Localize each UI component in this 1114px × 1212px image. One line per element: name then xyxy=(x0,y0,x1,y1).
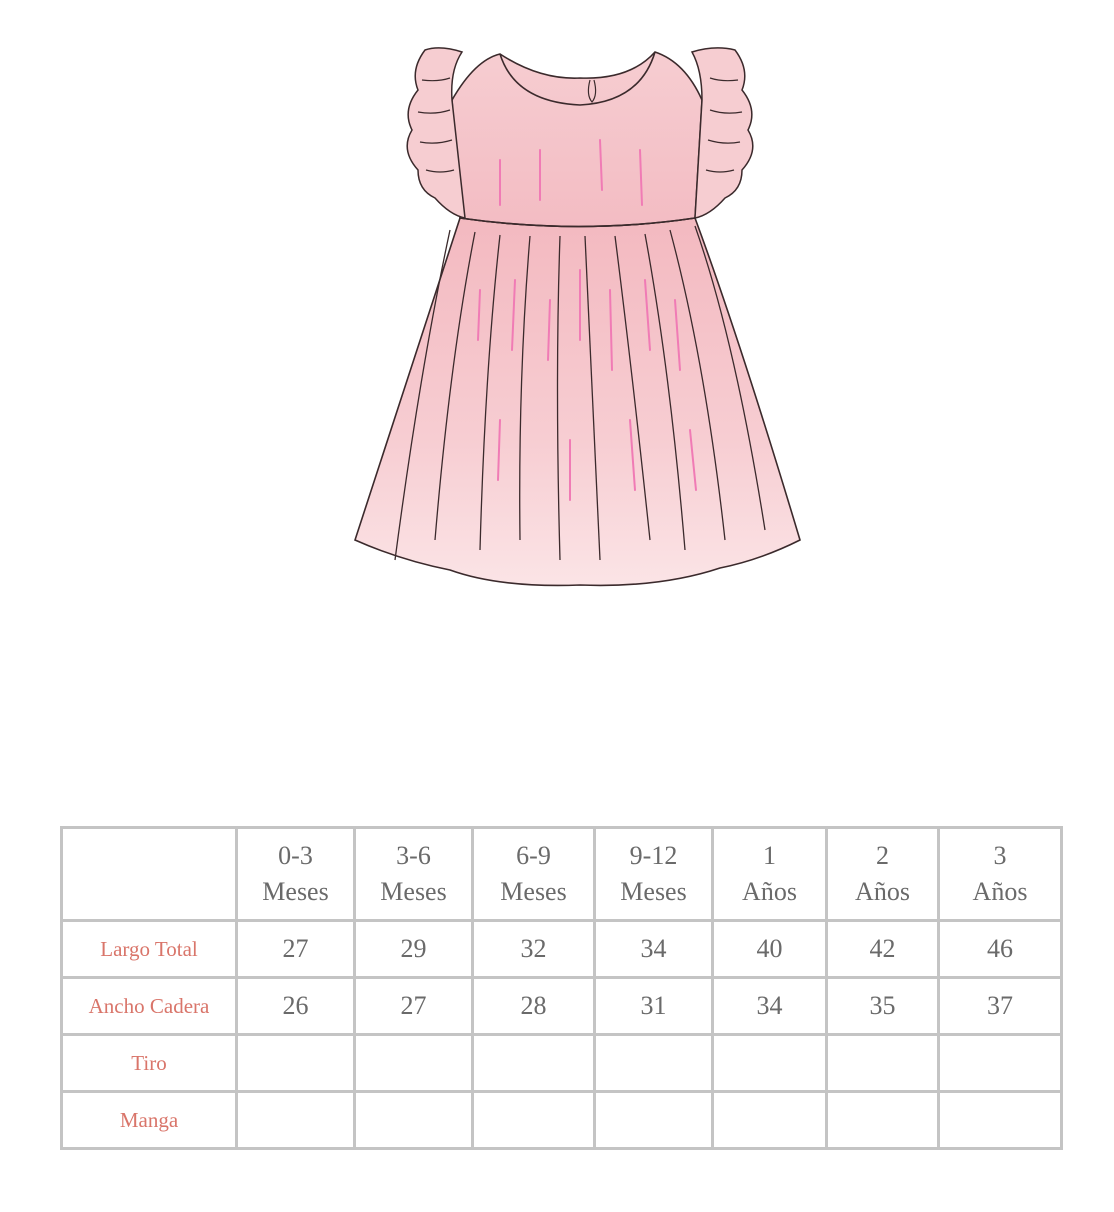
size-unit: Meses xyxy=(620,877,687,906)
size-range: 1 xyxy=(763,841,776,870)
size-column-header xyxy=(939,828,1062,921)
size-range: 2 xyxy=(876,841,889,870)
table-cell: 27 xyxy=(355,978,473,1035)
table-cell: 35 xyxy=(827,978,939,1035)
table-cell xyxy=(939,1092,1062,1149)
table-cell xyxy=(355,1092,473,1149)
size-unit: Meses xyxy=(262,877,329,906)
table-cell: 29 xyxy=(355,921,473,978)
table-cell xyxy=(473,1092,595,1149)
table-cell xyxy=(473,1035,595,1092)
table-cell xyxy=(713,1092,827,1149)
table-cell xyxy=(595,1092,713,1149)
table-row xyxy=(62,921,1062,978)
table-cell: 32 xyxy=(473,921,595,978)
row-label: Manga xyxy=(62,1092,237,1149)
size-unit: Años xyxy=(855,877,910,906)
dress-illustration xyxy=(340,40,820,620)
table-cell xyxy=(237,1092,355,1149)
table-cell: 28 xyxy=(473,978,595,1035)
table-cell: 37 xyxy=(939,978,1062,1035)
table-row xyxy=(62,1092,1062,1149)
size-unit: Años xyxy=(972,877,1028,906)
table-cell: 46 xyxy=(939,921,1062,978)
table-cell: 34 xyxy=(713,978,827,1035)
size-column-header xyxy=(473,828,595,921)
table-row xyxy=(62,1035,1062,1092)
size-unit: Meses xyxy=(380,877,447,906)
table-cell xyxy=(939,1035,1062,1092)
dress-bodice xyxy=(452,52,702,227)
size-chart-table xyxy=(60,826,1063,1150)
size-column-header xyxy=(237,828,355,921)
left-ruffle xyxy=(407,48,465,218)
size-range: 0-3 xyxy=(278,841,313,870)
size-range: 6-9 xyxy=(516,841,551,870)
table-cell xyxy=(713,1035,827,1092)
table-cell xyxy=(827,1092,939,1149)
table-row xyxy=(62,978,1062,1035)
table-cell xyxy=(237,1035,355,1092)
corner-cell xyxy=(62,828,237,921)
size-column-header xyxy=(827,828,939,921)
table-cell xyxy=(355,1035,473,1092)
header-row xyxy=(62,828,1062,921)
size-column-header xyxy=(595,828,713,921)
size-column-header xyxy=(355,828,473,921)
size-range: 3 xyxy=(993,841,1007,870)
size-range: 9-12 xyxy=(629,841,678,870)
dress-skirt xyxy=(355,218,800,585)
right-ruffle xyxy=(692,48,753,218)
table-cell xyxy=(595,1035,713,1092)
row-label: Ancho Cadera xyxy=(62,978,237,1035)
size-range: 3-6 xyxy=(396,841,431,870)
size-column-header xyxy=(713,828,827,921)
row-label: Largo Total xyxy=(62,921,237,978)
table-cell xyxy=(827,1035,939,1092)
size-unit: Meses xyxy=(500,877,567,906)
table-cell: 42 xyxy=(827,921,939,978)
row-label: Tiro xyxy=(62,1035,237,1092)
table-cell: 34 xyxy=(595,921,713,978)
table-cell: 26 xyxy=(237,978,355,1035)
table-cell: 40 xyxy=(713,921,827,978)
size-unit: Años xyxy=(742,877,797,906)
table-cell: 31 xyxy=(595,978,713,1035)
table-cell: 27 xyxy=(237,921,355,978)
